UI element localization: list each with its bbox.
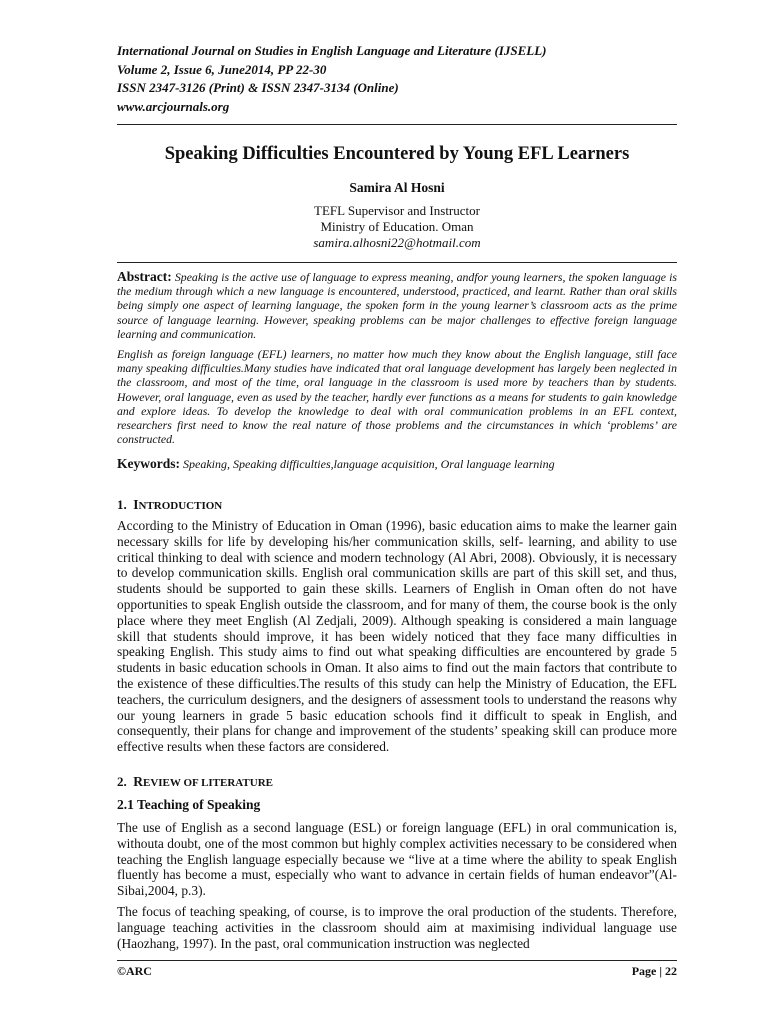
section-1-paragraph: According to the Ministry of Education in Oman (1996), basic education aims to make the learner gain necessary skills for life by developing his/her communication skills, self- learning, and ability to use critical thinking to deal with science and modern technology (Al Abri, 2008). Obviously, it is necessary to develop communication skills. English oral communication skills are part of this skill set, and thus, students should be supported to gain these skills. Learners of English in Oman often do not have opportunities to speak English outside the classroom, and for many of them, the course book is the only place where they meet English (Al Zedjali, 2009). Although speaking is considered a main language skill that students should improve, it has been widely noticed that they face many difficulties in speaking English. This study aims to find out what speaking difficulties are encountered by grade 5 students in basic education schools in Oman. It also aims to find out the main factors that contribute to the existence of these difficulties.The results of this study can help the Ministry of Education, the EFL teachers, the curriculum designers, and the designers of assessment tools to understand the reasons why our young learners in grade 5 basic education schools find it difficult to speak in English, and consequently, their plans for change and improvement of the students’ speaking skill can produce more effective results when these factors are considered. [117, 518, 677, 755]
author-email[interactable]: samira.alhosni22@hotmail.com [313, 235, 481, 250]
abstract-divider [117, 262, 677, 263]
keywords-label: Keywords: [117, 456, 180, 471]
journal-website[interactable]: www.arcjournals.org [117, 98, 230, 114]
keywords-text: Speaking, Speaking difficulties,language acquisition, Oral language learning [183, 457, 555, 471]
section-2-title-rest: EVIEW OF LITERATURE [143, 777, 273, 789]
section-1-body [117, 518, 677, 755]
section-2-heading [117, 774, 677, 790]
section-1-title-initial: I [133, 497, 139, 512]
section-1-heading [117, 497, 677, 513]
section-1-title-rest: NTRODUCTION [138, 500, 223, 512]
section-2-number: 2. [117, 774, 127, 789]
journal-volume: Volume 2, Issue 6, June2014, PP 22-30 [117, 61, 327, 77]
subsection-2-1-paragraph-1 [117, 820, 677, 899]
author-affiliation [117, 203, 677, 251]
journal-header [117, 42, 677, 116]
paper-title: Speaking Difficulties Encountered by Young EFL Learners [164, 144, 630, 164]
abstract-text-1: Speaking is the active use of language to express meaning, andfor young learners, the spoken language is the medium through which a new language is encountered, understood, practiced, and learnt. Rather than oral skills being simply one aspect of learning language, the spoken form in the young learner’s classroom acts as the prime source of language learning. However, speaking problems can be major challenges to effective foreign language learning and communication. [117, 270, 677, 341]
subsection-2-1-heading: 2.1 Teaching of Speaking [117, 797, 261, 812]
footer-publisher: ©ARC [117, 964, 152, 978]
keywords [117, 456, 677, 472]
section-2-title-initial: R [133, 774, 143, 789]
footer-divider [117, 960, 677, 961]
journal-name: International Journal on Studies in English Language and Literature (IJSELL) [117, 43, 547, 58]
footer-page-number: Page | 22 [631, 964, 677, 978]
affiliation-org: Ministry of Education. Oman [320, 219, 474, 234]
affiliation-role: TEFL Supervisor and Instructor [314, 203, 480, 218]
section-2-paragraph-1: The use of English as a second language (ESL) or foreign language (EFL) in oral communication is, withouta doubt, one of the most common but highly complex activities necessary to be considered when teaching the English language especially because we “live at a time where the ability to speak English fluently has become a must, especially who want to advance in certain fields of human endeavor”(Al-Sibai,2004, p.3). [117, 820, 677, 899]
abstract [117, 270, 677, 452]
subsection-2-1-paragraph-2 [117, 904, 677, 951]
header-divider [117, 124, 677, 125]
abstract-paragraph-1 [117, 270, 677, 341]
abstract-paragraph-2: English as foreign language (EFL) learners, no matter how much they know about the English language, still face many speaking difficulties.Many studies have indicated that oral language development has largely been neglected in the classroom, and most of the time, oral language in the classroom is used more by teachers than by students. However, oral language, even as used by the teacher, hardly ever functions as a means for students to gain knowledge and explore ideas. To develop the knowledge to deal with oral communication problems in an EFL context, researchers first need to know the real nature of those problems and the circumstances in which ‘problems’ are constructed. [117, 347, 677, 447]
journal-issn: ISSN 2347-3126 (Print) & ISSN 2347-3134 (Online) [117, 80, 399, 95]
author-name: Samira Al Hosni [349, 180, 445, 195]
section-2-paragraph-2: The focus of teaching speaking, of course, is to improve the oral production of the students. Therefore, language teaching activities in the classroom should aim at maximising individual language use (Haozhang, 1997). In the past, oral communication instruction was neglected [117, 904, 677, 951]
section-1-number: 1. [117, 497, 127, 512]
abstract-label: Abstract: [117, 269, 172, 284]
